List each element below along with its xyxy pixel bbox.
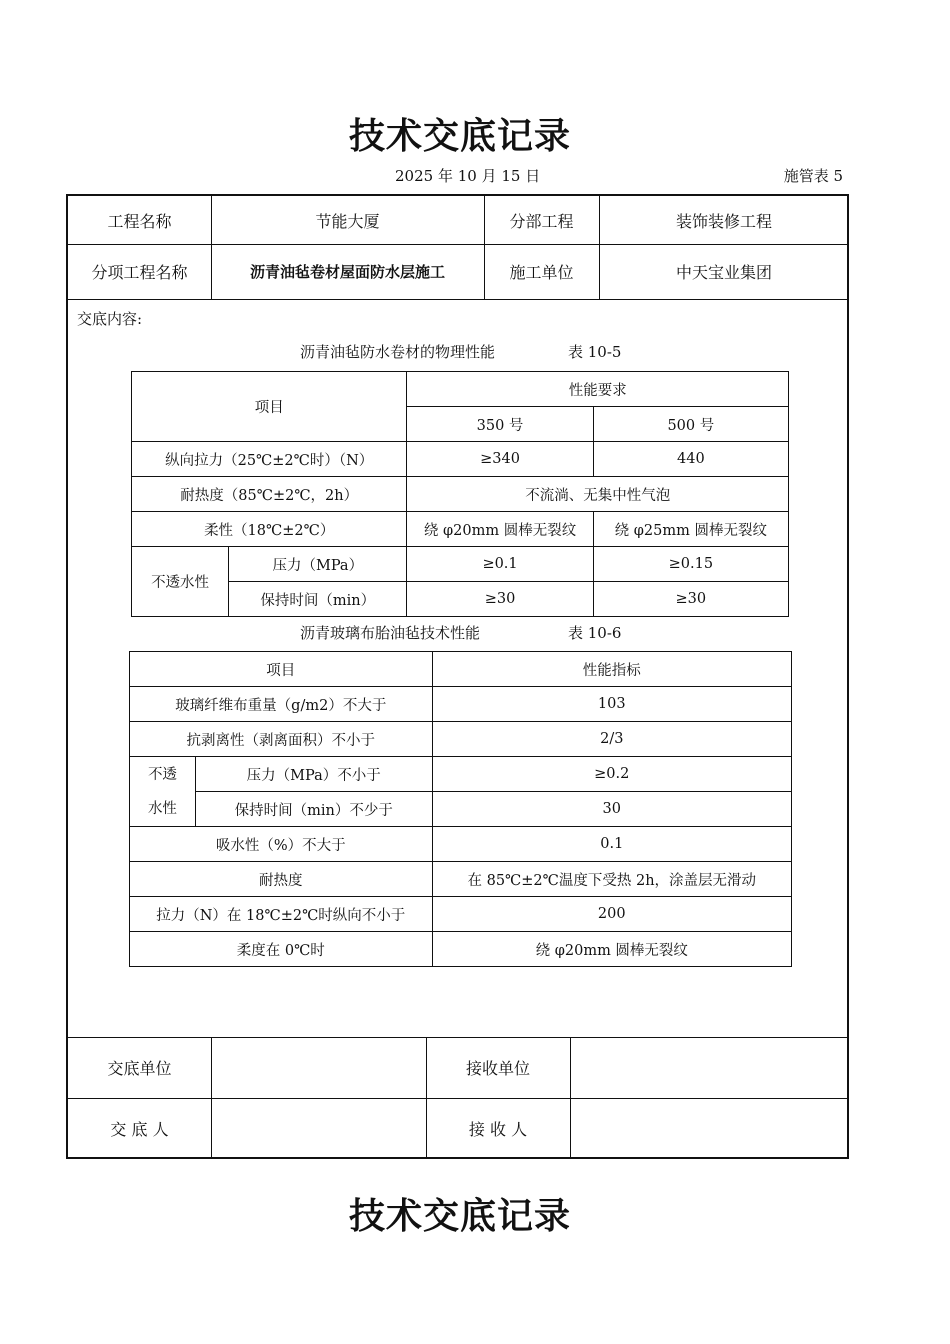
t1-r2-value: 不流淌、无集中性气泡 — [407, 477, 789, 512]
division-value: 装饰装修工程 — [675, 211, 772, 231]
table2-caption: 沥青玻璃布胎油毡技术性能 — [300, 624, 481, 642]
table-row — [130, 757, 792, 792]
t2-r5-label: 吸水性（%）不大于 — [130, 827, 433, 862]
issuer-label: 交 底 人 — [110, 1120, 169, 1139]
t1-r1-500: 440 — [593, 442, 788, 477]
table-10-5 — [131, 371, 789, 617]
table-row — [132, 442, 789, 477]
t2-r3-label: 压力（MPa）不小于 — [195, 757, 432, 792]
subitem-label: 分项工程名称 — [91, 263, 188, 282]
table-row — [132, 582, 789, 617]
t2-group-line1: 不透 — [147, 766, 177, 783]
t2-r7-value: 200 — [432, 897, 791, 932]
t1-r4-500: ≥0.15 — [593, 547, 788, 582]
t1-r5-label: 保持时间（min） — [229, 582, 407, 617]
t1-r2-label: 耐热度（85℃±2℃，2h） — [132, 477, 407, 512]
t2-group-label — [130, 757, 196, 827]
receiver-unit-label: 接收单位 — [465, 1059, 530, 1078]
table-row — [132, 512, 789, 547]
t1-r1-label: 纵向拉力（25℃±2℃时）（N） — [132, 442, 407, 477]
t2-r1-value: 103 — [432, 687, 791, 722]
t2-group-line2: 水性 — [147, 800, 177, 817]
table-row — [132, 477, 789, 512]
table-row — [130, 862, 792, 897]
table2-number: 表 10-6 — [568, 624, 622, 642]
project-name-label: 工程名称 — [107, 211, 172, 231]
t2-r2-value: 2/3 — [432, 722, 791, 757]
t2-r6-label: 耐热度 — [130, 862, 433, 897]
division-label: 分部工程 — [509, 211, 574, 231]
t1-r3-500: 绕 φ25mm 圆棒无裂纹 — [593, 512, 788, 547]
next-page-title: 技术交底记录 — [348, 1196, 571, 1237]
t1-header-500: 500 号 — [593, 407, 788, 442]
t2-r8-label: 柔度在 0℃时 — [130, 932, 433, 967]
t2-r4-label: 保持时间（min）不少于 — [195, 792, 432, 827]
t1-r4-350: ≥0.1 — [407, 547, 593, 582]
table1-number: 表 10-5 — [568, 343, 622, 361]
t2-header-index: 性能指标 — [432, 652, 791, 687]
project-name-value: 节能大厦 — [315, 211, 380, 231]
t2-r6-value: 在 85℃±2℃温度下受热 2h，涂盖层无滑动 — [432, 862, 791, 897]
issuer-unit-label: 交底单位 — [107, 1059, 172, 1078]
t1-r3-label: 柔性（18℃±2℃） — [132, 512, 407, 547]
t2-header-item: 项目 — [130, 652, 433, 687]
contractor-label: 施工单位 — [509, 263, 574, 282]
receiver-label: 接 收 人 — [468, 1120, 528, 1139]
t2-r4-value: 30 — [432, 792, 791, 827]
table-row — [130, 687, 792, 722]
receiver-unit-field[interactable] — [570, 1037, 849, 1098]
t1-header-requirement: 性能要求 — [407, 372, 789, 407]
record-form — [66, 194, 849, 1159]
t2-r8-value: 绕 φ20mm 圆棒无裂纹 — [432, 932, 791, 967]
t1-r5-500: ≥30 — [593, 582, 788, 617]
issuer-unit-field[interactable] — [211, 1037, 426, 1098]
t2-r3-value: ≥0.2 — [432, 757, 791, 792]
t1-r5-350: ≥30 — [407, 582, 593, 617]
form-number: 施管表 5 — [783, 167, 843, 185]
t1-r4-label: 压力（MPa） — [229, 547, 407, 582]
issuer-field[interactable] — [211, 1098, 426, 1159]
table-row — [130, 897, 792, 932]
record-date: 2025 年 10 月 15 日 — [395, 167, 541, 185]
table-row — [130, 722, 792, 757]
receiver-field[interactable] — [570, 1098, 849, 1159]
t1-r1-350: ≥340 — [407, 442, 593, 477]
t2-r1-label: 玻璃纤维布重量（g/m2）不大于 — [130, 687, 433, 722]
contractor-value: 中天宝业集团 — [675, 263, 772, 282]
table-row — [130, 932, 792, 967]
table-row — [132, 547, 789, 582]
table-row — [130, 792, 792, 827]
subitem-value: 沥青油毡卷材屋面防水层施工 — [249, 263, 445, 281]
t1-header-item: 项目 — [132, 372, 407, 442]
t1-r3-350: 绕 φ20mm 圆棒无裂纹 — [407, 512, 593, 547]
table-row — [130, 827, 792, 862]
t1-header-350: 350 号 — [407, 407, 593, 442]
page-title: 技术交底记录 — [348, 116, 571, 157]
table1-caption: 沥青油毡防水卷材的物理性能 — [300, 343, 496, 361]
t2-r5-value: 0.1 — [432, 827, 791, 862]
t2-r7-label: 拉力（N）在 18℃±2℃时纵向不小于 — [130, 897, 433, 932]
content-label: 交底内容: — [77, 310, 143, 328]
t2-r2-label: 抗剥离性（剥离面积）不小于 — [130, 722, 433, 757]
t1-group-label: 不透水性 — [132, 547, 229, 617]
table-10-6 — [129, 651, 792, 967]
